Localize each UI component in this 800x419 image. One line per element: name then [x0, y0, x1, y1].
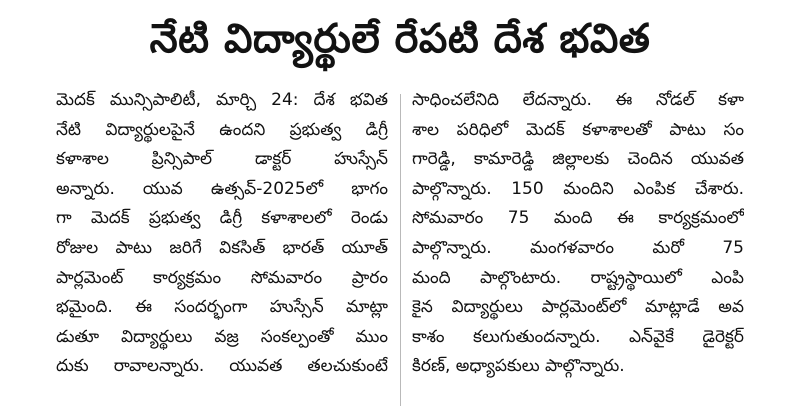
- article-column-left: [56, 86, 388, 414]
- article-line: శాల పరిధిలో మెదక్ కళాశాలతో పాటు సం: [412, 119, 744, 140]
- article-column-right: [412, 86, 744, 414]
- article-line: కిరణ్, అధ్యాపకులు పాల్గొన్నారు.: [412, 356, 625, 377]
- article-line: భమైంది. ఈ సందర్భంగా హుస్సేన్ మాట్లా: [56, 297, 388, 318]
- article-line: గారెడ్డి, కామారెడ్డి జిల్లాలకు చెందిన యువత: [412, 149, 744, 170]
- article-line: రోజుల పాటు జరిగే వికసిత్ భారత్ యూత్: [56, 237, 388, 258]
- column-divider: [400, 94, 401, 406]
- article-line: అన్నారు. యువ ఉత్సవ్-2025లో భాగం: [56, 178, 388, 199]
- article-line: కైన విద్యార్థులు పార్లమెంట్‌లో మాట్లాడే అవ: [412, 297, 744, 318]
- article-line: మంది పాల్గొంటారు. రాష్ట్రస్థాయిలో ఎంపి: [412, 267, 744, 288]
- article-body: [56, 86, 744, 414]
- article-line: పాల్గొన్నారు. 150 మందిని ఎంపిక చేశారు.: [412, 178, 744, 199]
- headline: నేటి విద్యార్థులే రేపటి దేశ భవిత: [149, 16, 651, 62]
- article-line: సాధించలేనిది లేదన్నారు. ఈ నోడల్ కళా: [412, 90, 744, 110]
- article-line: కాశం కలుగుతుందన్నారు. ఎన్‌వైకే డైరెక్టర్: [412, 326, 744, 347]
- article-line: డుతూ విద్యార్థులు వజ్ర సంకల్పంతో ముం: [56, 326, 388, 347]
- article-line: పాల్గొన్నారు. మంగళవారం మరో 75: [412, 237, 744, 258]
- article-line: మెదక్ మున్సిపాలిటీ, మార్చి 24: దేశ భవిత: [56, 90, 388, 110]
- article-line: గా మెదక్ ప్రభుత్వ డిగ్రీ కళాశాలలో రెండు: [56, 208, 388, 229]
- article-line: కళాశాల ప్రిన్సిపాల్ డాక్టర్ హుస్సేన్: [56, 149, 388, 170]
- article-line: పార్లమెంట్ కార్యక్రమం సోమవారం ప్రారం: [56, 267, 388, 288]
- article-line: నేటి విద్యార్థులపైనే ఉందని ప్రభుత్వ డిగ్రీ: [56, 119, 388, 140]
- article-line: దుకు రావాలన్నారు. యువత తలచుకుంటే: [56, 356, 388, 377]
- article-line: సోమవారం 75 మంది ఈ కార్యక్రమంలో: [412, 208, 744, 229]
